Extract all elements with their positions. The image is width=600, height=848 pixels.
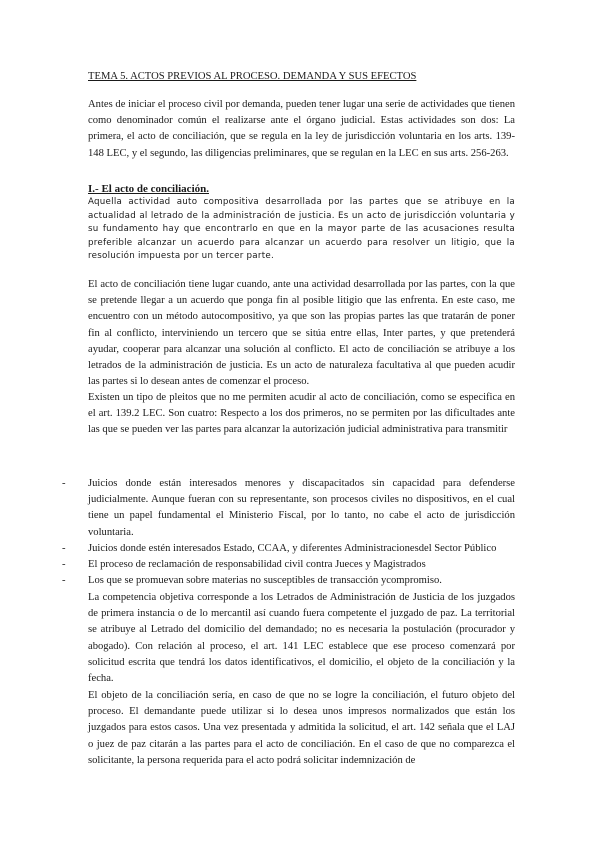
section-heading: I.- El acto de conciliación. (88, 183, 209, 195)
list-item (62, 476, 515, 541)
page-title: TEMA 5. ACTOS PREVIOS AL PROCESO. DEMANDA Y SUS EFECTOS (88, 71, 417, 82)
intro-paragraph: Antes de iniciar el proceso civil por demanda, pueden tener lugar una serie de actividades que tienen como denominador común el realizarse ante el órgano judicial. Estas actividades son dos: La primera, el acto de conciliación, que se regula en la ley de jurisdicción voluntaria en los arts. 139-148 LEC, y el segundo, las diligencias preliminares, que se regulan en la LEC en sus arts. 256-263. (88, 99, 515, 159)
exclusion-list (62, 476, 515, 589)
paragraph-object: El objeto de la conciliación sería, en caso de que no se logre la conciliación, el futuro objeto del proceso. El demandante puede utilizar si lo desea unos impresos normalizados que están los juzgados para estos casos. Una vez presentada y admitida la solicitud, el art. 142 señala que el LAJ o juez de paz citarán a las partes para el acto de conciliación. En el caso de que no comparezca el solicitante, la persona requerida para el acto podrá solicitar indemnización de (88, 690, 515, 766)
list-item (62, 573, 515, 589)
dash-marker: - (62, 542, 66, 554)
list-item (62, 541, 515, 557)
dash-marker: - (62, 478, 66, 489)
list-item-text: Los que se promuevan sobre materias no susceptibles de transacción ycompromiso. (88, 575, 442, 587)
list-item-text: Juicios donde estén interesados Estado, CCAA, y diferentes Administracionesdel Sector Público (88, 542, 497, 554)
list-item-text: Juicios donde están interesados menores y discapacitados sin capacidad para defenderse judicialmente. Aunque fueran con su representante, son procesos civiles no dispositivos, en el cual tiene un papel fundamental el Ministerio Fiscal, por lo tanto, no cabe el acto de jurisdicción voluntaria. (88, 478, 515, 538)
paragraph-conciliation: El acto de conciliación tiene lugar cuando, ante una actividad desarrollada por las partes, con la que se pretende llegar a un acuerdo que ponga fin al posible litigio que las enfrenta. En este caso, me encuentro con un método autocompositivo, ya que son las propias partes las que tratarán de poner fin al conflicto, interviniendo un tercero que se sitúa entre ellas, Inter partes, y que pretenderá ayudar, cooperar para alcanzar una solución al conflicto. El acto de conciliación se atribuye a los letrados de la administración de justicia. Es un acto de naturaleza facultativa al que pueden acudir las partes si lo desean antes de comenzar el proceso. (88, 279, 515, 388)
paragraph-exclusions: Existen un tipo de pleitos que no me permiten acudir al acto de conciliación, como se especifica en el art. 139.2 LEC. Son cuatro: Respecto a los dos primeros, no se permiten por las dificultades ante las que se pueden ver las partes para alcanzar la autorización judicial administrativa para transmitir (88, 392, 515, 436)
dash-marker: - (62, 559, 66, 571)
definition-paragraph: Aquella actividad auto compositiva desarrollada por las partes que se atribuye en la actualidad al letrado de la administración de justicia. Es un acto de jurisdicción voluntaria y su fundamento hay que encontrarlo en que en la mayor parte de las acusaciones resulta preferible alcanzar un acuerdo para alcanzar un acuerdo para resolver un litigio, que la resolución impuesta por un tercer parte. (88, 197, 515, 261)
dash-marker: - (62, 575, 66, 587)
list-item (62, 557, 515, 573)
paragraph-competence: La competencia objetiva corresponde a los Letrados de Administración de Justicia de los juzgados de primera instancia o de lo mercantil así cuando fuera competente el juzgado de paz. La territorial se atribuye al Letrado del domicilio del demandado; no es necesaria la postulación (procurador y abogado). Con relación al proceso, el art. 141 LEC establece que ese proceso comenzará por solicitud escrita que tendrá los datos identificativos, el domicilio, el objeto de la conciliación y la fecha. (88, 592, 515, 685)
list-item-text: El proceso de reclamación de responsabilidad civil contra Jueces y Magistrados (88, 559, 426, 571)
